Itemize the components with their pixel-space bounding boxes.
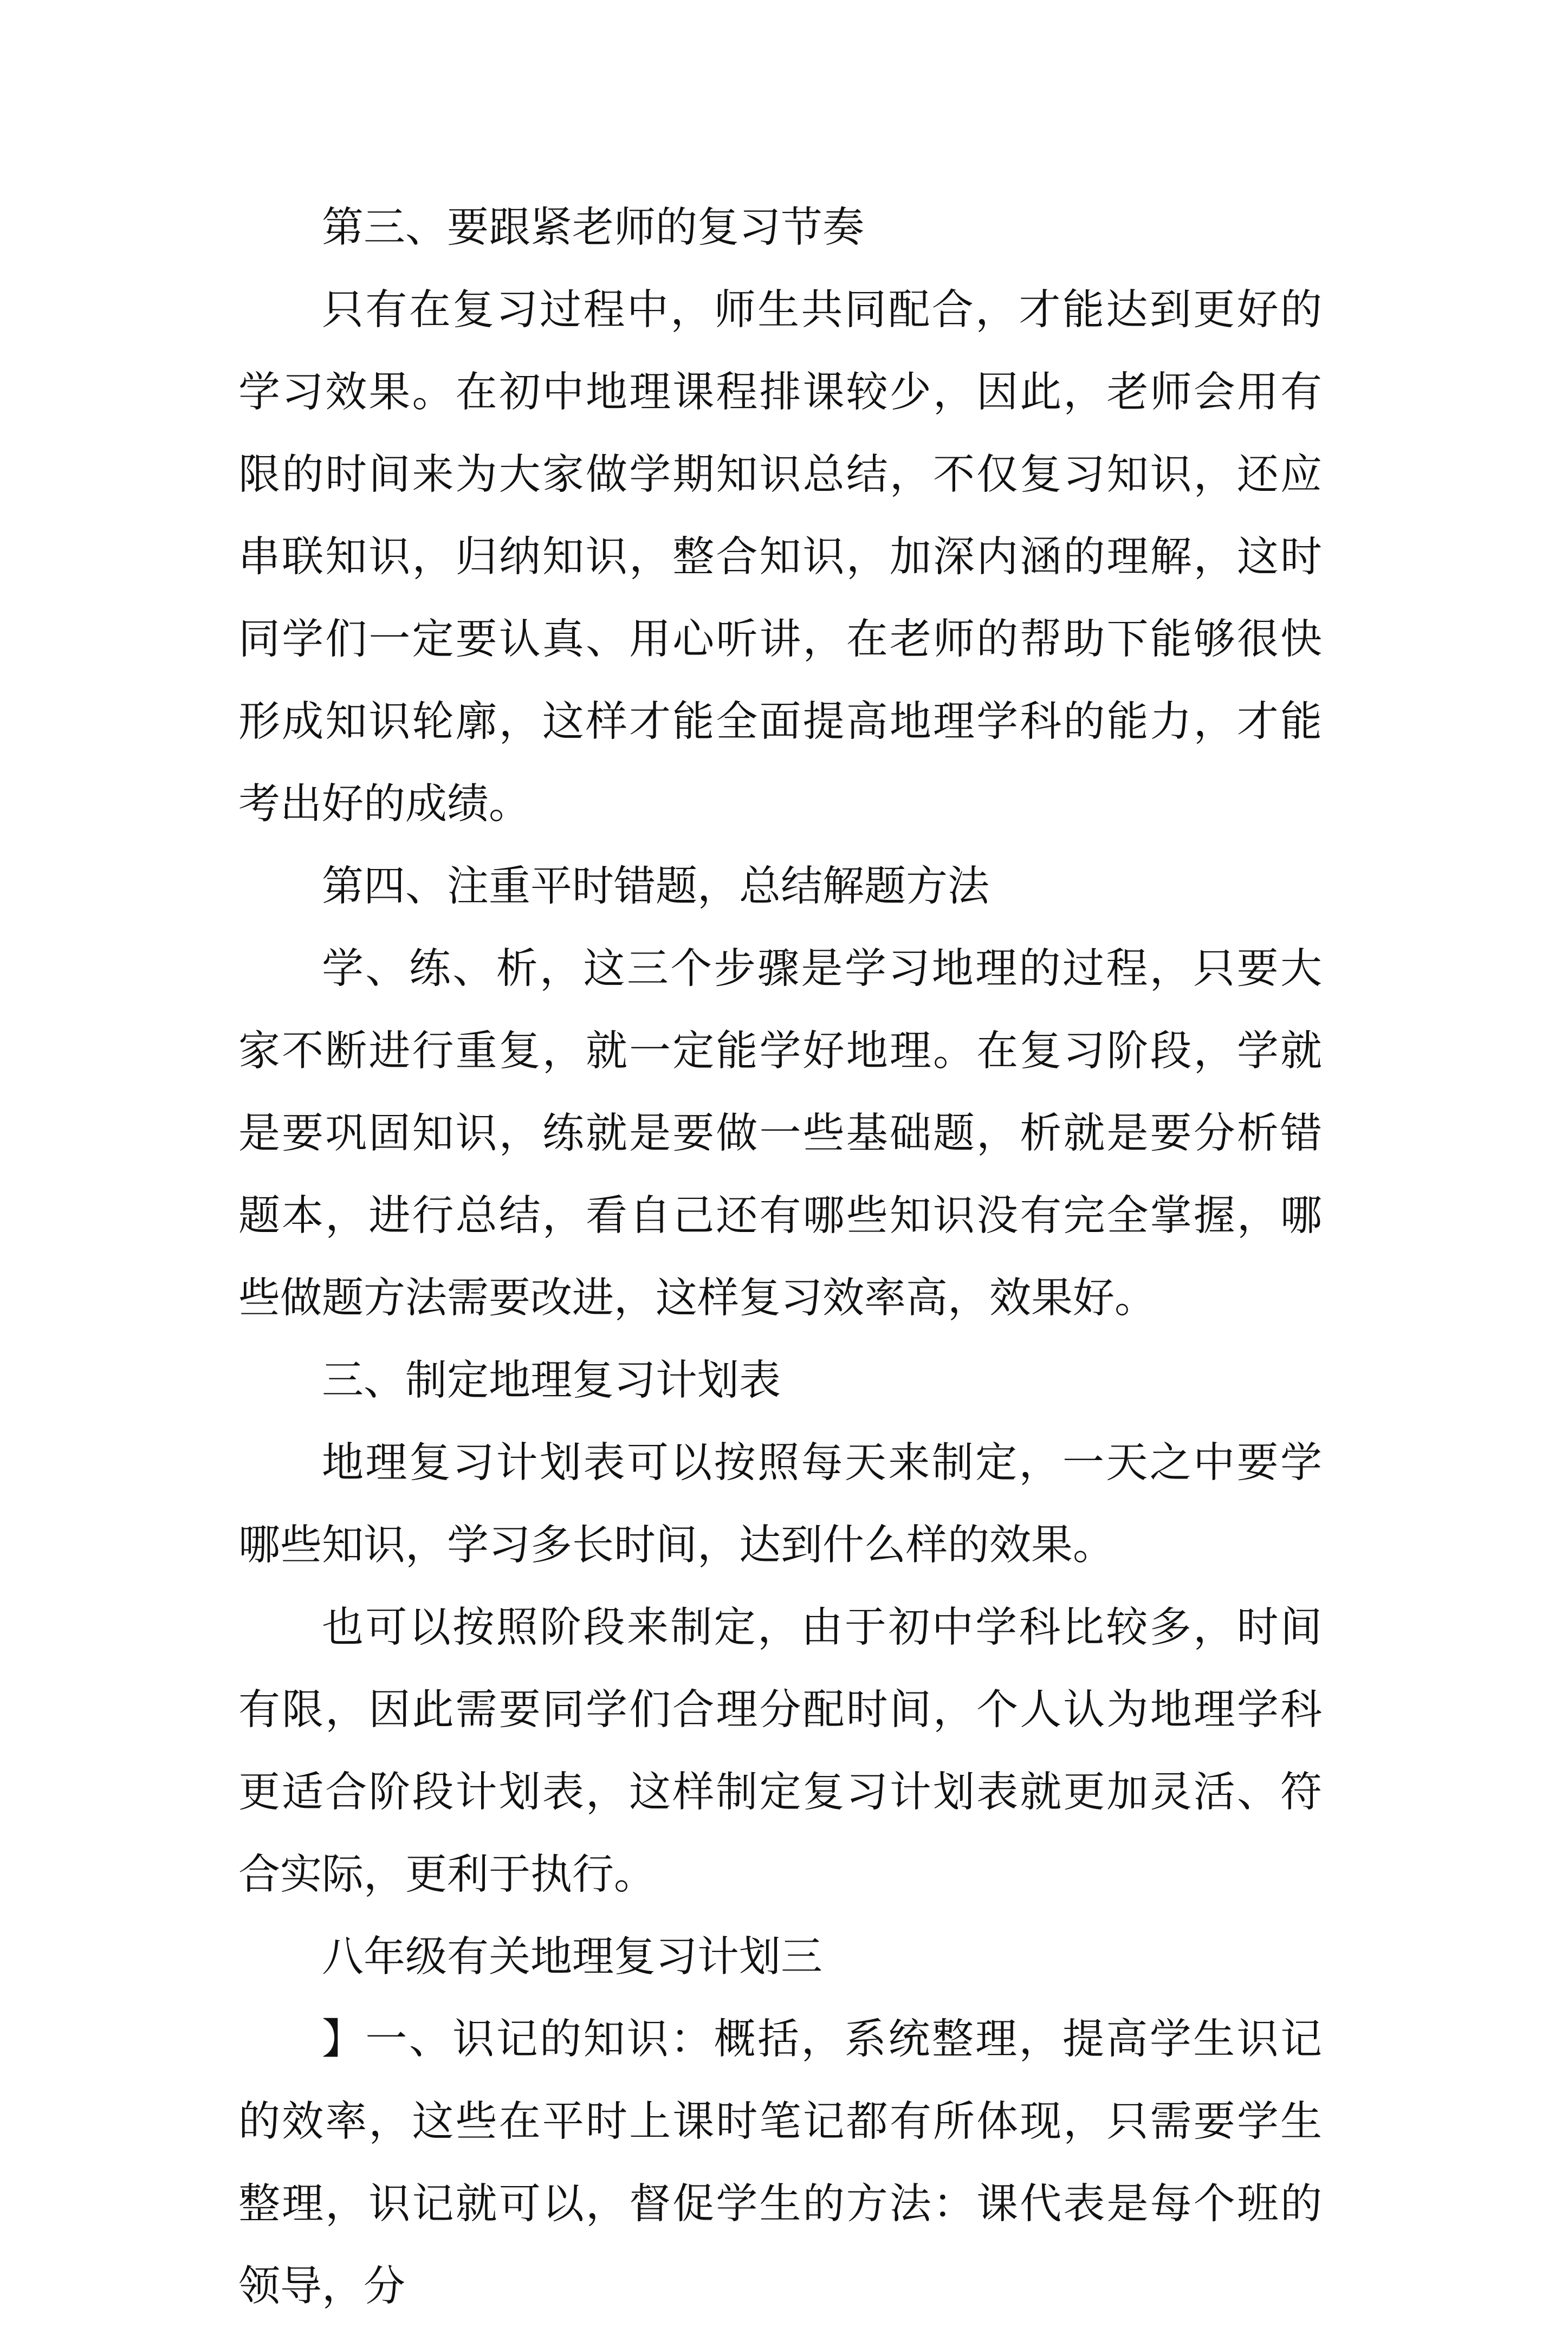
document-body: [238, 187, 1322, 2328]
paragraph-heading-3: 第三、要跟紧老师的复习节奏: [322, 204, 864, 252]
paragraph-section-3-heading: 三、制定地理复习计划表: [322, 1357, 781, 1405]
paragraph-review-rhythm: 只有在复习过程中，师生共同配合，才能达到更好的学习效果。在初中地理课程排课较少，因此，老师会用有限的时间来为大家做学期知识总结，不仅复习知识，还应串联知识，归纳知识，整合知识，加深内涵的理解，这时同学们一定要认真、用心听讲，在老师的帮助下能够很快形成知识轮廓，这样才能全面提高地理学科的能力，才能考出好的成绩。: [238, 286, 1322, 828]
paragraph-stage-plan: 也可以按照阶段来制定，由于初中学科比较多，时间有限，因此需要同学们合理分配时间，个人认为地理学科更适合阶段计划表，这样制定复习计划表就更加灵活、符合实际，更利于执行。: [238, 1604, 1322, 1899]
paragraph-learn-practice-analyze: 学、练、析，这三个步骤是学习地理的过程，只要大家不断进行重复，就一定能学好地理。在复习阶段，学就是要巩固知识，练就是要做一些基础题，析就是要分析错题本，进行总结，看自己还有哪些知识没有完全掌握，哪些做题方法需要改进，这样复习效率高，效果好。: [238, 945, 1322, 1322]
paragraph-plan-title: 八年级有关地理复习计划三: [322, 1933, 822, 1981]
paragraph-daily-plan: 地理复习计划表可以按照每天来制定，一天之中要学哪些知识，学习多长时间，达到什么样的效果。: [238, 1439, 1322, 1570]
paragraph-heading-4: 第四、注重平时错题，总结解题方法: [322, 863, 989, 911]
paragraph-memorization: 】一、识记的知识：概括，系统整理，提高学生识记的效率，这些在平时上课时笔记都有所体现，只需要学生整理，识记就可以，督促学生的方法：课代表是每个班的领导，分: [238, 2015, 1322, 2311]
